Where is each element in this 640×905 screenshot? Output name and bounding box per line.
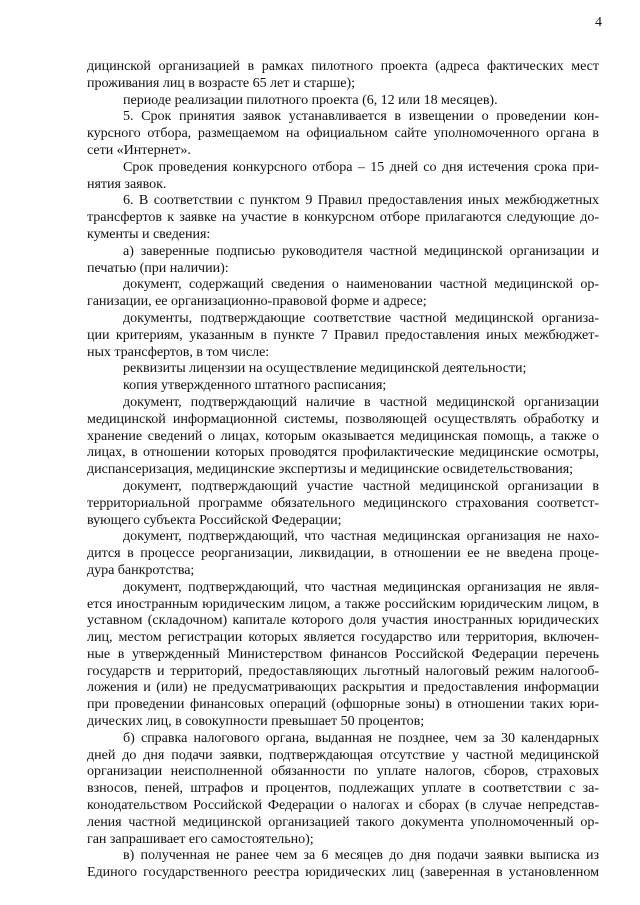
- text-line: проживания лиц в возрасте 65 лет и старше);: [87, 74, 355, 91]
- text-line: периоде реализации пилотного проекта (6, 12 или 18 месяцев).: [123, 91, 498, 108]
- text-line: при проведении финансовых операций (офшорные зоны) в отношении таких юри-: [87, 696, 599, 713]
- text-line: нятия заявок.: [87, 175, 167, 192]
- document-body: [87, 58, 599, 881]
- text-line: диспансеризация, медицинские экспертизы и медицинские освидетельствования;: [87, 461, 573, 478]
- text-line: Срок проведения конкурсного отбора – 15 дней со дня истечения срока при-: [123, 158, 599, 175]
- text-line: документ, подтверждающий наличие в частной медицинской организации: [123, 393, 599, 410]
- text-line: хранение сведений о лицах, которым оказывается медицинская помощь, а также о: [87, 427, 599, 444]
- text-line: ные в утвержденный Министерством финансов Российской Федерации перечень: [87, 645, 599, 662]
- text-line: документ, содержащий сведения о наименовании частной медицинской ор-: [123, 276, 599, 293]
- text-line: реквизиты лицензии на осуществление медицинской деятельности;: [123, 360, 527, 377]
- text-line: медицинской информационной системы, позволяющей осуществлять обработку и: [87, 410, 599, 427]
- text-line: организации неисполненной обязанности по уплате налогов, сборов, страховых: [87, 763, 599, 780]
- text-line: лиц, местом регистрации которых является государство или территория, включен-: [87, 629, 599, 646]
- text-line: дней до дня подачи заявки, подтверждающая отсутствие у частной медицинской: [87, 746, 599, 763]
- text-line: ления частной медицинской организацией такого документа уполномоченный ор-: [87, 813, 599, 830]
- text-line: государств и территорий, предоставляющих льготный налоговый режим налогооб-: [87, 662, 599, 679]
- text-line: 5. Срок принятия заявок устанавливается в извещении о проведении кон-: [123, 108, 599, 125]
- text-line: документ, подтверждающий участие частной медицинской организации в: [123, 477, 599, 494]
- text-line: территориальной программе обязательного медицинского страхования соответст-: [87, 494, 599, 511]
- text-line: ган запрашивает его самостоятельно);: [87, 830, 314, 847]
- page-number: 4: [595, 15, 602, 30]
- text-line: ется иностранным юридическим лицом, а также российским юридическим лицом, в: [87, 595, 599, 612]
- text-line: дура банкротства;: [87, 561, 195, 578]
- text-line: дицинской организацией в рамках пилотного проекта (адреса фактических мест: [87, 58, 599, 74]
- text-line: печатью (при наличии):: [87, 259, 229, 276]
- text-line: б) справка налогового органа, выданная не позднее, чем за 30 календарных: [123, 729, 599, 746]
- text-line: в) полученная не ранее чем за 6 месяцев до дня подачи заявки выписка из: [123, 847, 599, 864]
- text-line: ных трансфертов, в том числе:: [87, 343, 270, 360]
- text-line: ции критериям, указанным в пункте 7 Правил предоставления иных межбюджет-: [87, 326, 599, 343]
- text-line: а) заверенные подписью руководителя частной медицинской организации и: [123, 242, 599, 259]
- text-line: Единого государственного реестра юридических лиц (заверенная в установленном: [87, 864, 599, 881]
- text-line: сети «Интернет».: [87, 141, 191, 158]
- text-line: трансфертов к заявке на участие в конкурсном отборе прилагаются следующие до-: [87, 209, 599, 226]
- text-line: копия утвержденного штатного расписания;: [123, 377, 387, 394]
- text-line: уставном (складочном) капитале которого доля участия иностранных юридических: [87, 612, 599, 629]
- text-line: дится в процессе реорганизации, ликвидации, в отношении ее не введена проце-: [87, 545, 599, 562]
- text-line: ганизации, ее организационно-правовой форме и адресе;: [87, 293, 427, 310]
- text-line: документ, подтверждающий, что частная медицинская организация не нахо-: [123, 528, 599, 545]
- text-line: документы, подтверждающие соответствие частной медицинской организа-: [123, 309, 599, 326]
- text-line: взносов, пеней, штрафов и процентов, подлежащих уплате в соответствии с за-: [87, 780, 599, 797]
- text-line: ложения и (или) не предусматривающих раскрытия и предоставления информации: [87, 679, 599, 696]
- text-line: кументы и сведения:: [87, 225, 211, 242]
- text-line: лицах, в отношении которых проводятся профилактические медицинские осмотры,: [87, 444, 599, 461]
- text-line: дических лиц, в совокупности превышает 50 процентов;: [87, 713, 425, 730]
- text-line: 6. В соответствии с пунктом 9 Правил предоставления иных межбюджетных: [123, 192, 599, 209]
- text-line: конодательством Российской Федерации о налогах и сборах (в случае непредстав-: [87, 797, 599, 814]
- text-line: вующего субъекта Российской Федерации;: [87, 511, 342, 528]
- text-line: курсного отбора, размещаемом на официальном сайте уполномоченного органа в: [87, 125, 599, 142]
- text-line: документ, подтверждающий, что частная медицинская организация не явля-: [123, 578, 599, 595]
